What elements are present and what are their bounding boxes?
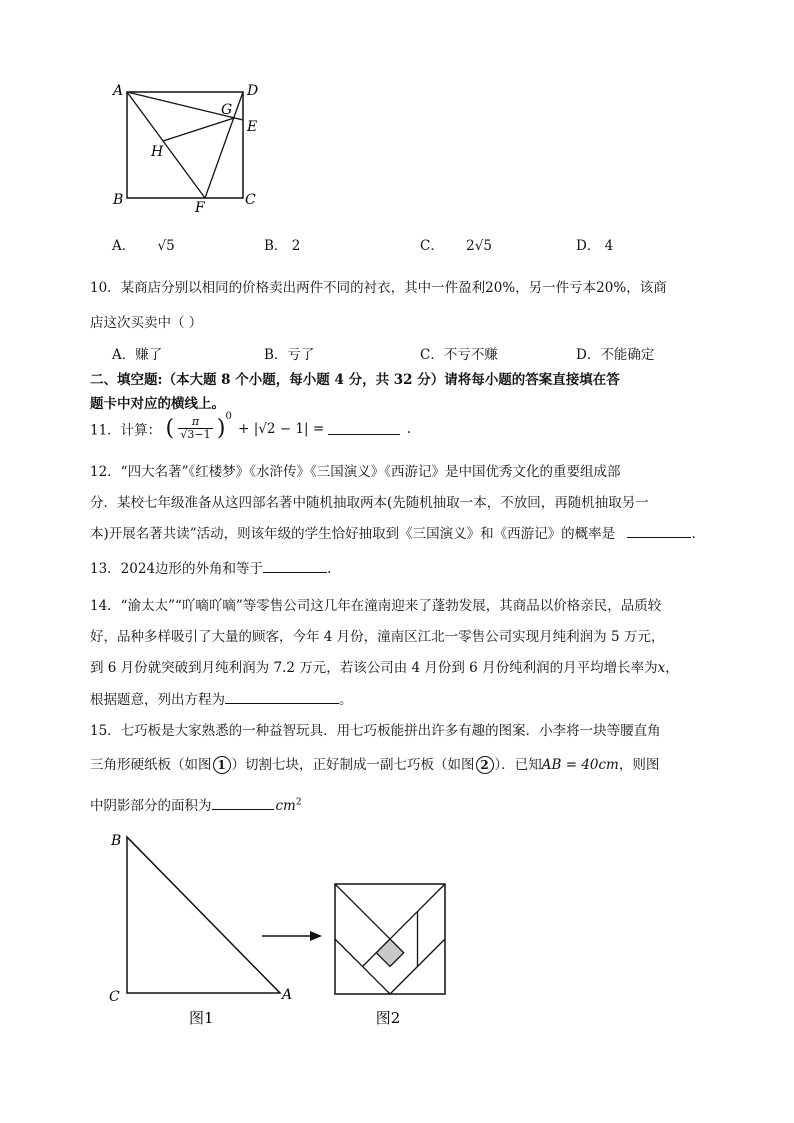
- q12-answer-blank[interactable]: [627, 525, 691, 538]
- arrow-icon: [262, 928, 324, 944]
- q9-option-c: C． 2√5: [420, 238, 492, 254]
- label-H: H: [151, 144, 164, 160]
- fraction-numerator: π: [178, 416, 212, 429]
- section2-heading: 二、填空题:（本大题 8 个小题，每小题 4 分，共 32 分）请将每小题的答案直接填在答: [90, 372, 620, 388]
- section2-desc-line2: 题卡中对应的横线上。: [90, 396, 225, 412]
- q13-answer-blank[interactable]: [263, 560, 327, 573]
- fraction-denominator: √3−1: [180, 428, 211, 441]
- q10-option-b: B．亏了: [264, 347, 315, 363]
- label-F: F: [195, 200, 205, 215]
- figure-2-tangram: [330, 880, 450, 1030]
- q14-line2: 好，品种多样吸引了大量的顾客，今年 4 月份，潼南区江北一零售公司实现月纯利润为 5 万元，: [90, 629, 665, 645]
- label-B: B: [113, 192, 124, 208]
- q10-line1: 10．某商店分别以相同的价格卖出两件不同的衬衣，其中一件盈利20%，另一件亏本20%，该商: [90, 280, 667, 296]
- q12-line2: 分．某校七年级准备从这四部名著中随机抽取两本(先随机抽取一本，不放回，再随机抽取另一: [90, 495, 649, 511]
- q9-option-a: A． √5: [112, 238, 175, 254]
- fig1-label-B: B: [111, 833, 122, 849]
- q11: 11．计算： ( $\frac{\pi}{√3-1}$ )$^0$ + |√2 − 1| = .: [90, 410, 412, 441]
- q10-option-a: A．赚了: [112, 347, 163, 363]
- q10-option-c: C．不亏不赚: [420, 347, 498, 363]
- fig1-label-A: A: [282, 987, 293, 1003]
- q15-line1: 15．七巧板是大家熟悉的一种益智玩具．用七巧板能拼出许多有趣的图案．小李将一块等腰直角: [90, 723, 661, 739]
- q15-answer-blank[interactable]: [212, 797, 274, 810]
- q14-line3: 到 6 月份就突破到月纯利润为 7.2 万元，若该公司由 4 月份到 6 月份纯利润的月平均增长率为x，: [90, 660, 679, 676]
- circled-number-1: 1: [213, 756, 231, 774]
- q12-line3: 本)开展名著共读”活动，则该年级的学生恰好抽取到《三国演义》和《西游记》的概率是 .: [90, 526, 696, 542]
- q9-option-d: D． 4: [576, 238, 614, 254]
- q14-line4: 根据题意，列出方程为 。: [90, 692, 353, 708]
- q13: 13．2024边形的外角和等于 .: [90, 561, 332, 577]
- square-figure: [105, 80, 275, 215]
- label-A: A: [113, 83, 124, 99]
- fig1-label-C: C: [109, 989, 120, 1005]
- fig1-caption: 图1: [189, 1009, 214, 1027]
- q15-line3: 中阴影部分的面积为 $cm^2$: [90, 797, 302, 814]
- fig2-caption: 图2: [375, 1009, 401, 1027]
- tangram-shaded-square: [376, 939, 404, 967]
- q9-option-b: B． 2: [264, 238, 301, 254]
- label-G: G: [221, 102, 233, 118]
- q10-line2: 店这次买卖中（ ）: [90, 315, 203, 331]
- label-E: E: [247, 119, 258, 135]
- q10-option-d: D．不能确定: [576, 347, 655, 363]
- label-C: C: [245, 192, 256, 208]
- q11-answer-blank[interactable]: [328, 422, 400, 435]
- q14-line1: 14．“渝太太”“吖嘀吖嘀”等零售公司这几年在潼南迎来了蓬勃发展，其商品以价格亲民，品质较: [90, 598, 662, 614]
- label-D: D: [247, 83, 259, 99]
- q14-answer-blank[interactable]: [225, 691, 339, 704]
- circled-number-2: 2: [476, 756, 494, 774]
- q15-line2: 三角形硬纸板（如图 1 ）切割七块，正好制成一副七巧板（如图 2 ）．已知AB = 40cm，则图: [90, 757, 660, 773]
- q12-line1: 12．“四大名著”《红楼梦》《水浒传》《三国演义》《西游记》是中国优秀文化的重要组成部: [90, 464, 621, 480]
